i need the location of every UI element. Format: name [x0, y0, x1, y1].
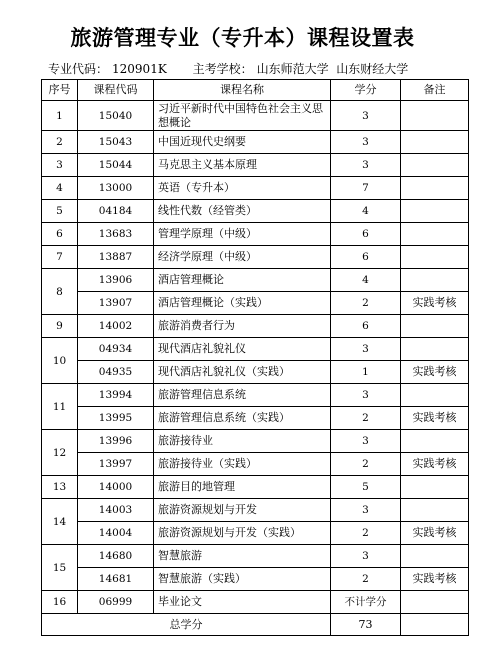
course-credit: 2	[331, 568, 401, 591]
major-code-label: 专业代码：	[48, 62, 109, 76]
course-credit: 6	[331, 246, 401, 269]
course-name: 旅游接待业（实践）	[154, 453, 331, 476]
row-number: 9	[42, 315, 78, 338]
row-number: 5	[42, 200, 78, 223]
course-credit: 2	[331, 522, 401, 545]
course-table	[41, 79, 469, 636]
course-note	[401, 200, 469, 223]
row-number: 13	[42, 476, 78, 499]
course-code: 13994	[78, 384, 154, 407]
course-note	[401, 315, 469, 338]
course-credit: 5	[331, 476, 401, 499]
course-name: 酒店管理概论	[154, 269, 331, 292]
table-row	[42, 246, 469, 269]
course-code: 14004	[78, 522, 154, 545]
table-row	[42, 591, 469, 614]
course-code: 04934	[78, 338, 154, 361]
course-name: 智慧旅游	[154, 545, 331, 568]
row-number: 4	[42, 177, 78, 200]
course-note	[401, 384, 469, 407]
course-note	[401, 499, 469, 522]
total-label: 总学分	[42, 614, 331, 636]
course-credit: 3	[331, 131, 401, 154]
course-name: 旅游管理信息系统（实践）	[154, 407, 331, 430]
course-credit: 1	[331, 361, 401, 384]
course-code: 14681	[78, 568, 154, 591]
course-note	[401, 154, 469, 177]
course-name: 智慧旅游（实践）	[154, 568, 331, 591]
row-number: 16	[42, 591, 78, 614]
course-note: 实践考核	[401, 361, 469, 384]
course-credit: 4	[331, 200, 401, 223]
course-note	[401, 476, 469, 499]
course-code: 06999	[78, 591, 154, 614]
course-credit: 6	[331, 315, 401, 338]
course-name: 旅游资源规划与开发	[154, 499, 331, 522]
course-name: 旅游消费者行为	[154, 315, 331, 338]
course-note	[401, 430, 469, 453]
course-note	[401, 101, 469, 131]
course-code: 13996	[78, 430, 154, 453]
table-row	[42, 568, 469, 591]
course-note	[401, 338, 469, 361]
course-credit: 3	[331, 545, 401, 568]
course-note: 实践考核	[401, 453, 469, 476]
course-note: 实践考核	[401, 292, 469, 315]
course-code: 15040	[78, 101, 154, 131]
row-number: 15	[42, 545, 78, 591]
table-header-row	[42, 80, 469, 101]
subtitle	[48, 60, 468, 77]
course-credit: 不计学分	[331, 591, 401, 614]
table-row	[42, 223, 469, 246]
course-name: 经济学原理（中级）	[154, 246, 331, 269]
table-body	[42, 101, 469, 614]
course-code: 04935	[78, 361, 154, 384]
course-code: 14003	[78, 499, 154, 522]
course-note	[401, 545, 469, 568]
course-credit: 2	[331, 292, 401, 315]
total-row	[42, 614, 469, 636]
row-number: 10	[42, 338, 78, 384]
course-name: 毕业论文	[154, 591, 331, 614]
course-note	[401, 131, 469, 154]
course-credit: 6	[331, 223, 401, 246]
course-credit: 3	[331, 384, 401, 407]
course-code: 14000	[78, 476, 154, 499]
course-note: 实践考核	[401, 522, 469, 545]
row-number: 12	[42, 430, 78, 476]
course-code: 13907	[78, 292, 154, 315]
table-row	[42, 338, 469, 361]
course-credit: 4	[331, 269, 401, 292]
row-number: 7	[42, 246, 78, 269]
course-note	[401, 223, 469, 246]
table-row	[42, 430, 469, 453]
course-code: 14002	[78, 315, 154, 338]
table-row	[42, 499, 469, 522]
header-no: 序号	[42, 80, 78, 101]
row-number: 2	[42, 131, 78, 154]
header-code: 课程代码	[78, 80, 154, 101]
row-number: 3	[42, 154, 78, 177]
header-name: 课程名称	[154, 80, 331, 101]
course-credit: 3	[331, 499, 401, 522]
course-name: 马克思主义基本原理	[154, 154, 331, 177]
header-credit: 学分	[331, 80, 401, 101]
total-value: 73	[331, 614, 401, 636]
course-name: 线性代数（经管类）	[154, 200, 331, 223]
course-code: 04184	[78, 200, 154, 223]
course-code: 13906	[78, 269, 154, 292]
course-name: 酒店管理概论（实践）	[154, 292, 331, 315]
course-credit: 2	[331, 407, 401, 430]
table-row	[42, 131, 469, 154]
table-row	[42, 177, 469, 200]
row-number: 6	[42, 223, 78, 246]
table-row	[42, 522, 469, 545]
course-credit: 2	[331, 453, 401, 476]
course-code: 13000	[78, 177, 154, 200]
course-name: 中国近现代史纲要	[154, 131, 331, 154]
table-row	[42, 384, 469, 407]
course-code: 13995	[78, 407, 154, 430]
schools: 山东师范大学 山东财经大学	[256, 62, 409, 76]
table-row	[42, 315, 469, 338]
table-row	[42, 292, 469, 315]
course-code: 15043	[78, 131, 154, 154]
row-number: 11	[42, 384, 78, 430]
course-credit: 3	[331, 430, 401, 453]
table-row	[42, 361, 469, 384]
course-name: 现代酒店礼貌礼仪	[154, 338, 331, 361]
course-note: 实践考核	[401, 407, 469, 430]
course-credit: 3	[331, 154, 401, 177]
course-name: 旅游接待业	[154, 430, 331, 453]
header-note: 备注	[401, 80, 469, 101]
course-code: 13683	[78, 223, 154, 246]
table-row	[42, 154, 469, 177]
row-number: 8	[42, 269, 78, 315]
course-code: 14680	[78, 545, 154, 568]
course-credit: 3	[331, 338, 401, 361]
course-name: 管理学原理（中级）	[154, 223, 331, 246]
table-row	[42, 453, 469, 476]
row-number: 14	[42, 499, 78, 545]
course-name: 现代酒店礼貌礼仪（实践）	[154, 361, 331, 384]
page-title: 旅游管理专业（专升本）课程设置表	[70, 26, 415, 50]
course-credit: 7	[331, 177, 401, 200]
row-number: 1	[42, 101, 78, 131]
course-name: 旅游资源规划与开发（实践）	[154, 522, 331, 545]
course-code: 15044	[78, 154, 154, 177]
table-row	[42, 407, 469, 430]
course-note	[401, 591, 469, 614]
table-row	[42, 269, 469, 292]
course-note	[401, 177, 469, 200]
course-note: 实践考核	[401, 568, 469, 591]
table-row	[42, 200, 469, 223]
course-credit: 3	[331, 101, 401, 131]
table-row	[42, 545, 469, 568]
course-code: 13887	[78, 246, 154, 269]
course-name: 旅游目的地管理	[154, 476, 331, 499]
total-note	[401, 614, 469, 636]
course-name: 习近平新时代中国特色社会主义思想概论	[154, 101, 331, 131]
course-note	[401, 269, 469, 292]
school-label: 主考学校：	[192, 62, 253, 76]
course-name: 旅游管理信息系统	[154, 384, 331, 407]
course-name: 英语（专升本）	[154, 177, 331, 200]
course-note	[401, 246, 469, 269]
course-code: 13997	[78, 453, 154, 476]
table-row	[42, 476, 469, 499]
table-row	[42, 101, 469, 131]
major-code: 120901K	[112, 62, 167, 76]
